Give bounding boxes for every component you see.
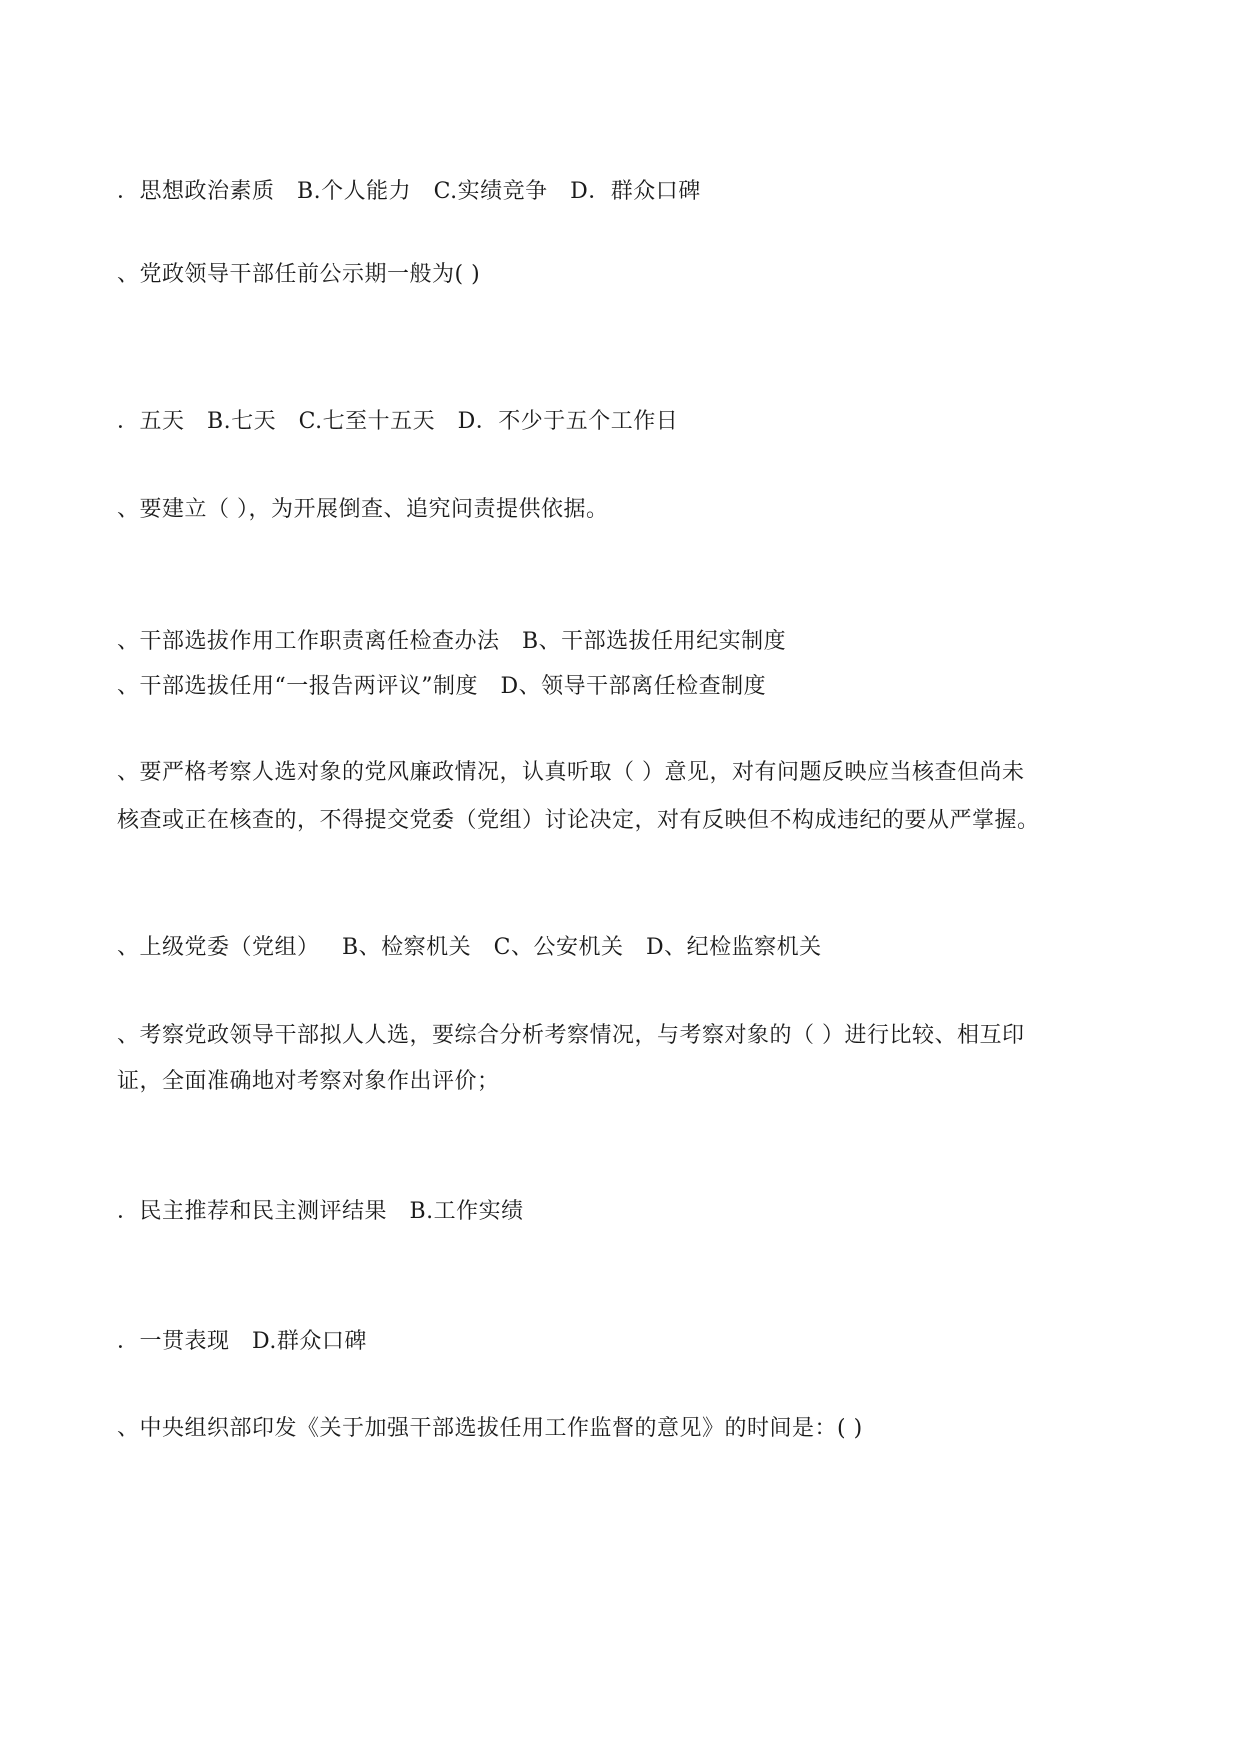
question-line-q3: 、要建立（ ），为开展倒查、追究问责提供依据。 [117,497,609,522]
option-line-q2: ．五天 B.七天 C.七至十五天 D．不少于五个工作日 [117,409,679,434]
question-line-q4-part1: 、要严格考察人选对象的党风廉政情况，认真听取（ ）意见，对有问题反映应当核查但尚未 [117,760,1025,785]
option-line-q4: 、上级党委（党组） B、检察机关 C、公安机关 D、纪检监察机关 [117,935,822,960]
option-line-q3-cd: 、干部选拔任用“一报告两评议”制度 D、领导干部离任检查制度 [117,674,767,699]
option-line-q5-ab: ．民主推荐和民主测评结果 B.工作实绩 [117,1199,524,1224]
question-line-q6: 、中央组织部印发《关于加强干部选拔任用工作监督的意见》的时间是：( ) [117,1416,863,1441]
option-line-q1: ．思想政治素质 B.个人能力 C.实绩竞争 D．群众口碑 [117,179,701,204]
question-line-q4-part2: 核查或正在核查的，不得提交党委（党组）讨论决定，对有反映但不构成违纪的要从严掌握。 [117,808,1040,833]
option-line-q3-ab: 、干部选拔作用工作职责离任检查办法 B、干部选拔任用纪实制度 [117,629,787,654]
option-line-q5-cd: ．一贯表现 D.群众口碑 [117,1329,367,1354]
question-line-q2: 、党政领导干部任前公示期一般为( ) [117,262,481,287]
question-line-q5-part1: 、考察党政领导干部拟人人选，要综合分析考察情况，与考察对象的（ ）进行比较、相互印 [117,1023,1025,1048]
question-line-q5-part2: 证，全面准确地对考察对象作出评价； [117,1069,500,1094]
